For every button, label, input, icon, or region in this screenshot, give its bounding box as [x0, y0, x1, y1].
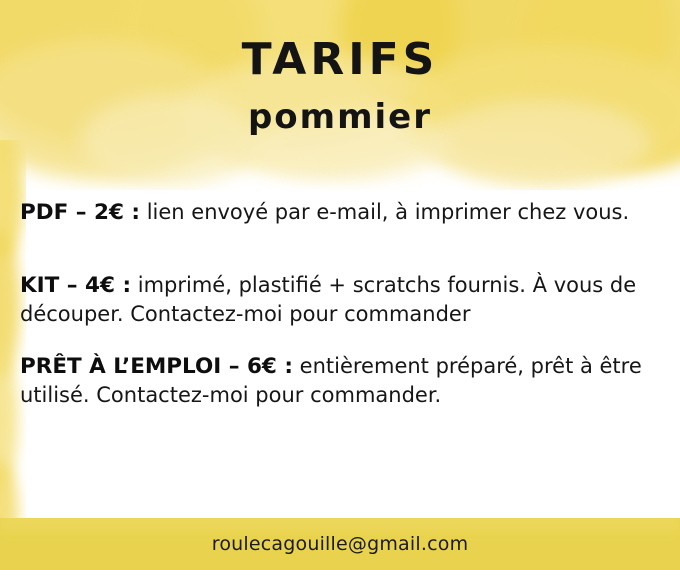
top-watercolor-band [0, 0, 680, 190]
page-subtitle: pommier [247, 97, 433, 137]
price-item-pdf-label: PDF – 2€ : [20, 200, 141, 225]
contact-email[interactable]: roulecagouille@gmail.com [211, 533, 469, 555]
price-item-ready-to-use [20, 352, 664, 409]
price-list [20, 198, 664, 432]
price-item-kit-description: imprimé, plastifié + scratchs fournis. À vous de découper. Contactez-moi pour commander [20, 273, 637, 327]
price-item-ready-to-use-label: PRÊT À L’EMPLOI – 6€ : [20, 354, 293, 380]
price-item-pdf [20, 198, 664, 227]
page-title: TARIFS [241, 34, 439, 85]
price-item-kit [20, 271, 664, 328]
price-item-kit-label: KIT – 4€ : [20, 273, 132, 299]
price-item-pdf-description: lien envoyé par e-mail, à imprimer chez vous. [146, 200, 630, 224]
footer-bar [0, 518, 680, 570]
price-item-ready-to-use-description: entièrement préparé, prêt à être utilisé. Contactez-moi pour commander. [20, 354, 642, 408]
